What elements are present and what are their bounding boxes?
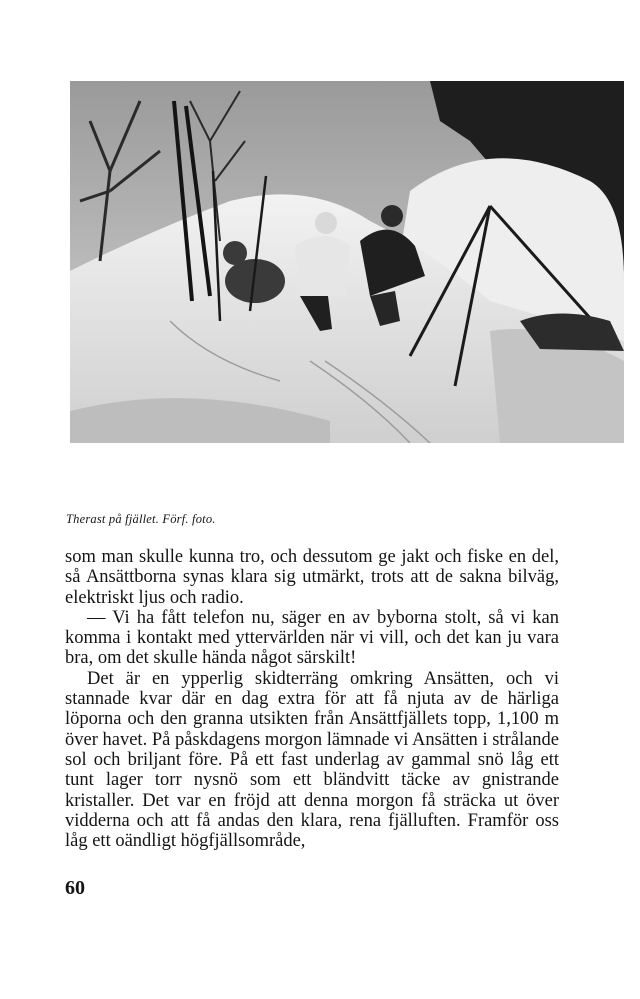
- photo-caption: Therast på fjället. Förf. foto.: [66, 512, 216, 526]
- body-text: [65, 547, 559, 851]
- page-number: 60: [65, 877, 85, 899]
- skiers-in-snow-photo: [70, 81, 624, 443]
- paragraph: som man skulle kunna tro, och dessutom ge jakt och fiske en del, så Ansättborna synas klara sig utmärkt, trots att de sakna bilväg, elektriskt ljus och radio.: [65, 547, 559, 608]
- paragraph: Det är en ypperlig skidterräng omkring Ansätten, och vi stannade kvar där en dag extra för att få njuta av de härliga löporna och den granna utsikten från Ansättfjällets topp, 1,100 m över havet. På påskdagens morgon lämnade vi Ansätten i strålande sol och briljant före. På ett fast underlag av gammal snö låg ett tunt lager torr nysnö som ett bländvitt täcke av gnistrande kristaller. Det var en fröjd att denna morgon få sträcka ut över vidderna och att få andas den klara, rena fjälluften. Framför oss låg ett oändligt högfjällsområde,: [65, 668, 559, 852]
- paragraph: — Vi ha fått telefon nu, säger en av byborna stolt, så vi kan komma i kontakt med yttervärlden när vi vill, och det kan ju vara bra, om det skulle hända något särskilt!: [65, 607, 559, 669]
